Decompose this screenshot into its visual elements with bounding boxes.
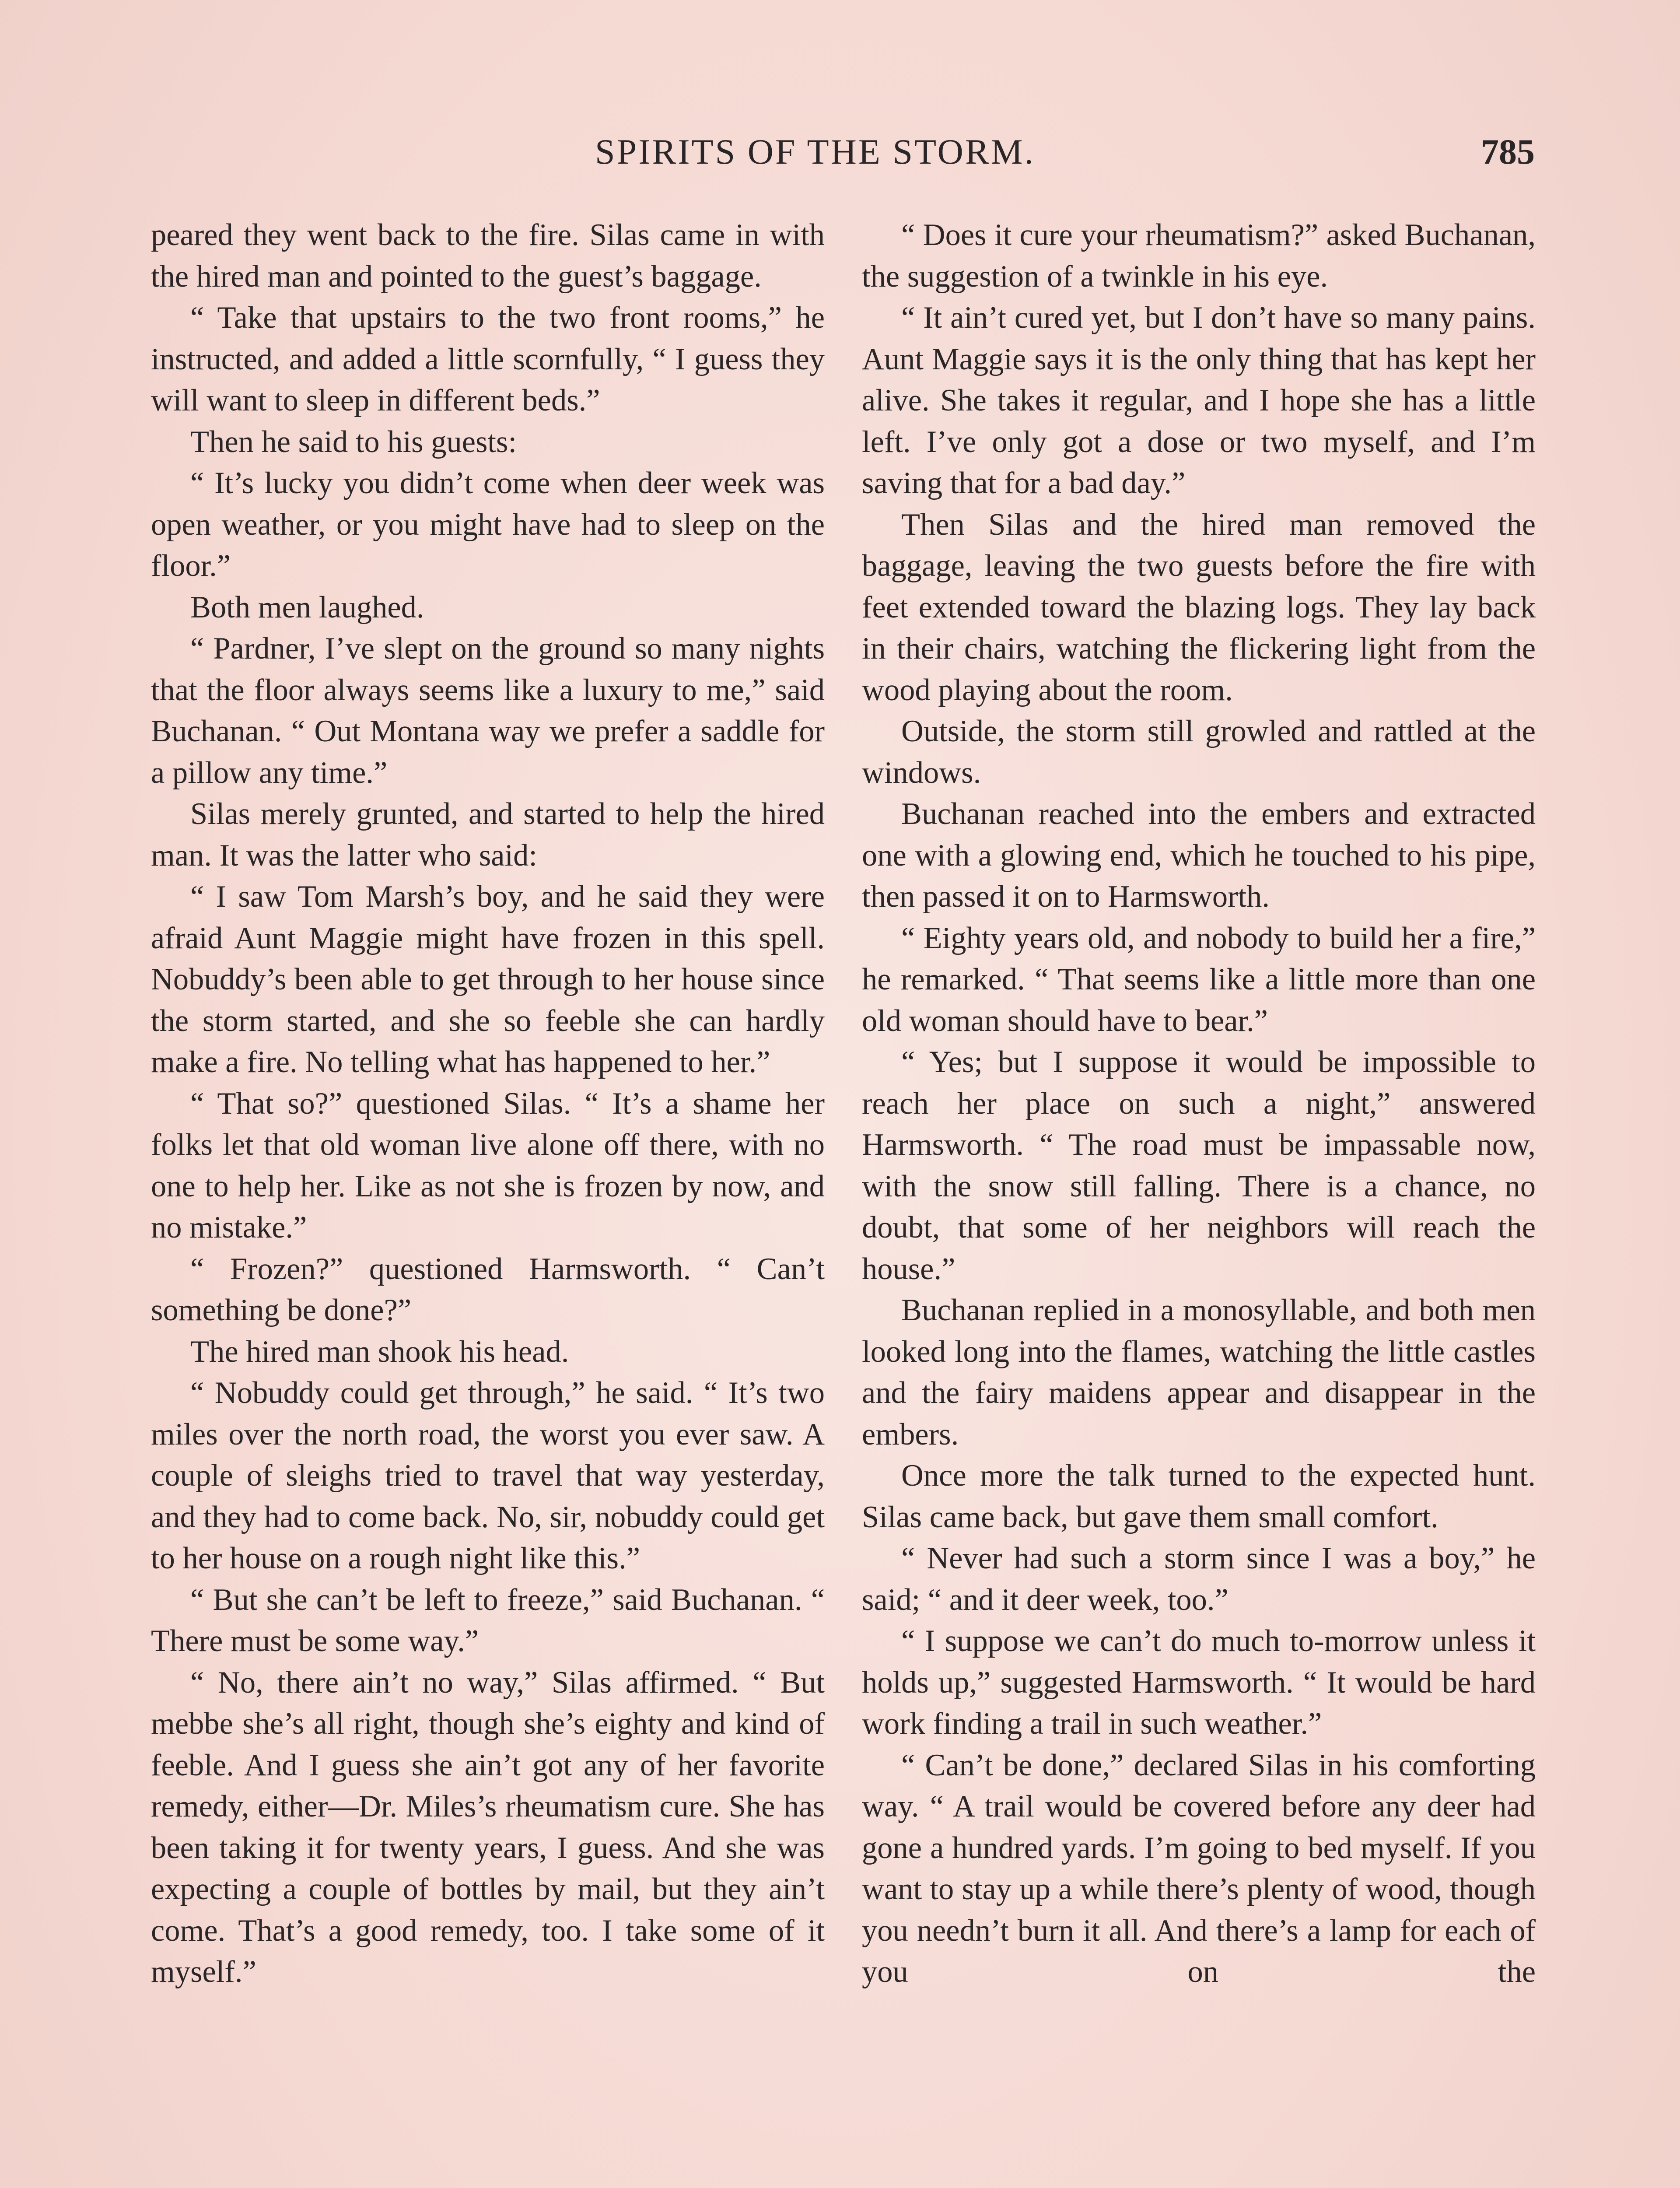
running-title: SPIRITS OF THE STORM. — [595, 132, 1035, 172]
paragraph: “ Pardner, I’ve slept on the ground so many nights that the floor always seems like a luxury to me,” said Buchanan. “ Out Montana way we prefer a saddle for a pillow any time.” — [151, 631, 825, 790]
paragraph: “ It ain’t cured yet, but I don’t have so many pains. Aunt Maggie says it is the only thing that has kept her alive. She takes it regular, and I hope she has a little left. I’ve only got a dose or two myself, and I’m saving that for a bad day.” — [862, 301, 1536, 500]
page-number: 785 — [1481, 132, 1535, 172]
paragraph: Buchanan replied in a monosyllable, and both men looked long into the flames, watching the little castles and the fairy maidens appear and disappear in the embers. — [862, 1293, 1536, 1452]
left-text-column — [151, 214, 825, 1993]
paragraph: “ Can’t be done,” declared Silas in his comforting way. “ A trail would be covered before any deer had gone a hundred yards. I’m going to bed myself. If you want to stay up a while there’s plenty of wood, though you needn’t burn it all. And there’s a lamp for each of you on the — [862, 1748, 1536, 1989]
paragraph: Once more the talk turned to the expected hunt. Silas came back, but gave them small comfort. — [862, 1459, 1536, 1534]
paragraph: Outside, the storm still growled and rattled at the windows. — [862, 714, 1536, 790]
paragraph: “ Nobuddy could get through,” he said. “ It’s two miles over the north road, the worst you ever saw. A couple of sleighs tried to travel that way yesterday, and they had to come back. No, sir, nobuddy could get to her house on a rough night like this.” — [151, 1376, 825, 1575]
paragraph: “ It’s lucky you didn’t come when deer week was open weather, or you might have had to sleep on the floor.” — [151, 466, 825, 583]
paragraph: Then he said to his guests: — [190, 424, 517, 459]
paragraph: “ I saw Tom Marsh’s boy, and he said they were afraid Aunt Maggie might have frozen in this spell. Nobuddy’s been able to get through to her house since the storm started, and she so feeble she can hardly make a fire. No telling what has happened to her.” — [151, 880, 825, 1079]
right-text-column — [862, 214, 1536, 1993]
paragraph: The hired man shook his head. — [190, 1334, 569, 1369]
paragraph: “ No, there ain’t no way,” Silas affirmed. “ But mebbe she’s all right, though she’s eighty and kind of feeble. And I guess she ain’t got any of her favorite remedy, either—Dr. Miles’s rheumatism cure. She has been taking it for twenty years, I guess. And she was expecting a couple of bottles by mail, but they ain’t come. That’s a good remedy, too. I take some of it myself.” — [151, 1665, 825, 1989]
paragraph: “ But she can’t be left to freeze,” said Buchanan. “ There must be some way.” — [151, 1582, 825, 1658]
paragraph: Both men laughed. — [190, 590, 424, 624]
paragraph: “ Frozen?” questioned Harmsworth. “ Can’t something be done?” — [151, 1252, 825, 1327]
paragraph: “ Never had such a storm since I was a boy,” he said; “ and it deer week, too.” — [862, 1541, 1536, 1617]
paragraph: “ Eighty years old, and nobody to build her a fire,” he remarked. “ That seems like a little more than one old woman should have to bear.” — [862, 921, 1536, 1038]
paragraph: Then Silas and the hired man removed the baggage, leaving the two guests before the fire with feet extended toward the blazing logs. They lay back in their chairs, watching the flickering light from the wood playing about the room. — [862, 507, 1536, 707]
paragraph: “ Does it cure your rheumatism?” asked Buchanan, the suggestion of a twinkle in his eye. — [862, 218, 1536, 294]
paragraph: peared they went back to the fire. Silas came in with the hired man and pointed to the guest’s baggage. — [151, 218, 825, 294]
paragraph: Buchanan reached into the embers and extracted one with a glowing end, which he touched to his pipe, then passed it on to Harmsworth. — [862, 797, 1536, 914]
paragraph: “ I suppose we can’t do much to-morrow unless it holds up,” suggested Harmsworth. “ It would be hard work finding a trail in such weather.” — [862, 1624, 1536, 1741]
paragraph: “ Take that upstairs to the two front rooms,” he instructed, and added a little scornfully, “ I guess they will want to sleep in different beds.” — [151, 301, 825, 417]
paragraph: “ Yes; but I suppose it would be impossible to reach her place on such a night,” answered Harmsworth. “ The road must be impassable now, with the snow still falling. There is a chance, no doubt, that some of her neighbors will reach the house.” — [862, 1045, 1536, 1286]
paragraph: Silas merely grunted, and started to help the hired man. It was the latter who said: — [151, 797, 825, 873]
page-header — [0, 131, 1680, 184]
paragraph: “ That so?” questioned Silas. “ It’s a shame her folks let that old woman live alone off there, with no one to help her. Like as not she is frozen by now, and no mistake.” — [151, 1086, 825, 1245]
